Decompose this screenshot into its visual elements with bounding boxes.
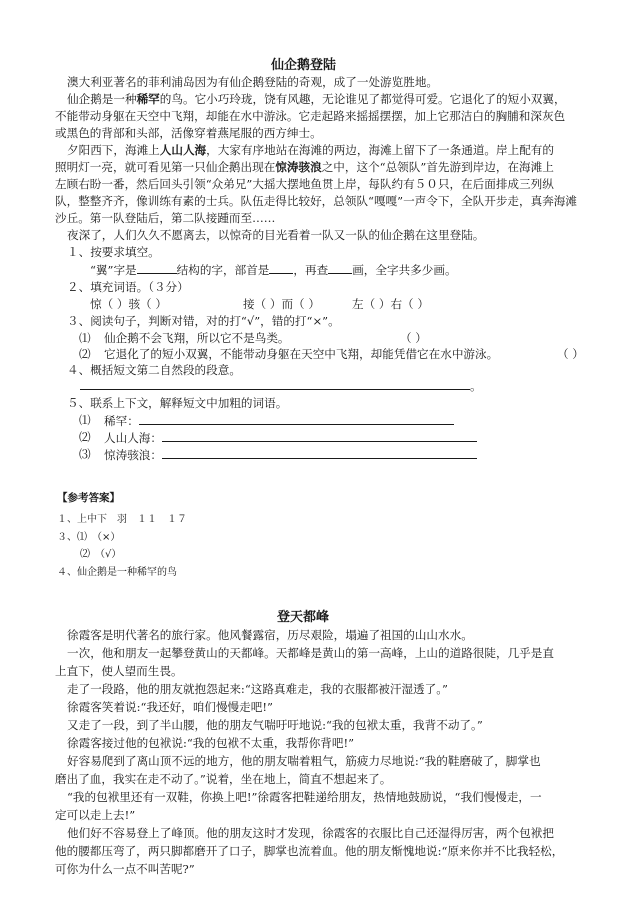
question-1: １、按要求填空。 <box>67 245 160 259</box>
passage2-line4: 走了一段路，他的朋友就抱怨起来:“这路真难走，我的衣服都被汗湿透了。” <box>67 682 448 696</box>
answers-header: 【参考答案】 <box>57 492 120 504</box>
question-5-1-number: ⑴ <box>79 413 91 427</box>
passage2-line10: “我的包袱里还有一双鞋，你换上吧!”徐霞客把鞋递给朋友，热情地鼓励说，“我们慢慢走，一 <box>67 790 542 804</box>
question-1-fill: “翼”字是 结构的字，部首是 ，再查 画，全字共多少画。 <box>90 263 457 277</box>
blank-radical[interactable] <box>269 262 293 274</box>
passage1-para4: 夜深了，人们久久不愿离去，以惊奇的目光看着一队又一队的仙企鹅在这里登陆。 <box>67 228 485 242</box>
answer-1: １、上中下 羽 １１ １７ <box>57 514 187 525</box>
passage1-para2-line2: 不能带动身躯在天空中飞翔，却能在水中游泳。它走起路来摇摇摆摆，加上它那洁白的胸脯和深灰色 <box>55 109 566 123</box>
passage1-para1: 澳大利亚著名的菲利浦岛因为有仙企鹅登陆的奇观，成了一处游览胜地。 <box>67 75 439 89</box>
question-5-3: 惊涛骇浪： <box>104 447 477 463</box>
passage1-para3-line1: 夕阳西下，海滩上人山人海，大家有序地站在海滩的两边，海滩上留下了一条通道。岸上配有的 <box>67 143 554 157</box>
question-3-1-number: ⑴ <box>79 331 91 345</box>
answer-4: ４、仙企鹅是一种稀罕的鸟 <box>57 567 177 578</box>
passage2-line1: 徐霞客是明代著名的旅行家。他风餐露宿，历尽艰险，塌遍了祖国的山山水水。 <box>67 628 473 642</box>
blank-structure[interactable] <box>137 262 177 274</box>
question-5-2-number: ⑵ <box>79 430 91 444</box>
answer-3-2: ⑵ （√） <box>80 549 122 560</box>
passage1-para3-line5: 沙丘。第一队登陆后，第二队接踵而至…… <box>55 211 276 225</box>
question-3-2-answer[interactable]: （ ） <box>557 347 584 361</box>
passage1-para3-line2: 照明灯一亮，就可看见第一只仙企鹅出现在惊涛骇浪之中，这个“总领队”首先游到岸边，在海滩上 <box>55 160 554 174</box>
question-4: ４、概括短文第二自然段的段意。 <box>67 363 241 377</box>
question-3-1-answer[interactable]: （ ） <box>400 331 427 345</box>
question-3-2: 它退化了的短小双翼，不能带动身躯在天空中飞翔，却能凭借它在水中游泳。 <box>104 347 499 361</box>
answer-line[interactable] <box>80 378 470 390</box>
passage1-para2-line1: 仙企鹅是一种稀罕的鸟。它小巧玲珑，饶有风趣，无论谁见了都觉得可爱。它退化了的短小双翼， <box>67 92 566 106</box>
passage2-line7: 徐霞客接过他的包袱说:“我的包袱不太重，我帮你背吧!” <box>67 736 355 750</box>
passage2-line8: 好容易爬到了离山顶不远的地方，他的朋友喘着粗气，筋疲力尽地说:“我的鞋磨破了，脚掌也 <box>67 754 541 768</box>
question-2: ２、填充词语。（３分） <box>67 280 189 294</box>
passage2-line14: 可你为什么一点不叫苦呢?” <box>55 862 195 876</box>
question-4-answer-line[interactable]: 。 <box>80 378 482 394</box>
answer-3: ３、⑴ （×） <box>57 532 121 543</box>
question-3: ３、阅读句子，判断对错，对的打“√”，错的打“×”。 <box>67 314 340 328</box>
bold-word-renshanrenhai: 人山人海 <box>159 143 207 157</box>
passage2-title: 登天都峰 <box>277 610 330 625</box>
question-2-item-1[interactable]: 惊（ ）骇（ ） <box>90 297 167 311</box>
passage1-para3-line4: 队，整整齐齐，像训练有素的士兵。队伍走得比较好，总领队“嘎嘎”一声令下，全队开步走，真奔海滩 <box>55 194 577 208</box>
question-5-1: 稀罕： <box>104 413 454 429</box>
question-5: ５、联系上下文，解释短文中加粗的词语。 <box>67 396 288 410</box>
passage2-line2: 一次，他和朋友一起攀登黄山的天都峰。天都峰是黄山的第一高峰，上山的道路很陡，几乎是直 <box>67 646 554 660</box>
question-5-3-number: ⑶ <box>79 447 91 461</box>
passage2-line12: 他们好不容易登上了峰顶。他的朋友这时才发现，徐霞客的衣服比自己还湿得厉害，两个包袱把 <box>67 826 554 840</box>
question-2-item-2[interactable]: 接（ ）而（ ） <box>243 297 320 311</box>
answer-line-5-1[interactable] <box>139 413 454 425</box>
passage1-para3-line3: 左顾右盼一番，然后回头引领“众弟兄”大摇大摆地鱼贯上岸，每队约有５０只，在后面排成三列纵 <box>55 177 554 191</box>
blank-strokes[interactable] <box>328 262 352 274</box>
passage2-line13: 他的腰都压弯了，两只脚都磨开了口子，脚掌也流着血。他的朋友惭愧地说:“原来你并不比我轻松， <box>55 844 564 858</box>
question-5-2: 人山人海： <box>104 430 477 446</box>
passage1-para2-line3: 或黑色的背部和头部，活像穿着燕尾服的西方绅士。 <box>55 126 322 140</box>
bold-word-jingtaohailang: 惊涛骇浪 <box>275 160 322 174</box>
question-3-2-number: ⑵ <box>79 347 91 361</box>
passage1-title: 仙企鹅登陆 <box>271 58 337 73</box>
passage2-line5: 徐霞客笑着说:“我还好，咱们慢慢走吧!” <box>67 700 273 714</box>
answer-line-5-2[interactable] <box>162 430 477 442</box>
question-3-1: 仙企鹅不会飞翔，所以它不是鸟类。 <box>104 331 290 345</box>
passage2-line6: 又走了一段，到了半山腰，他的朋友气喘吁吁地说:“我的包袱太重，我背不动了。” <box>67 718 483 732</box>
passage2-line11: 定可以走上去!” <box>55 808 136 822</box>
passage2-line3: 上直下，使人望而生畏。 <box>55 664 183 678</box>
answer-line-5-3[interactable] <box>162 447 477 459</box>
passage2-line9: 磨出了血，我实在走不动了。”说着，坐在地上，简直不想起来了。 <box>55 772 392 786</box>
question-2-item-3[interactable]: 左（ ）右（ ） <box>352 297 429 311</box>
bold-word-xihan: 稀罕 <box>136 92 160 106</box>
